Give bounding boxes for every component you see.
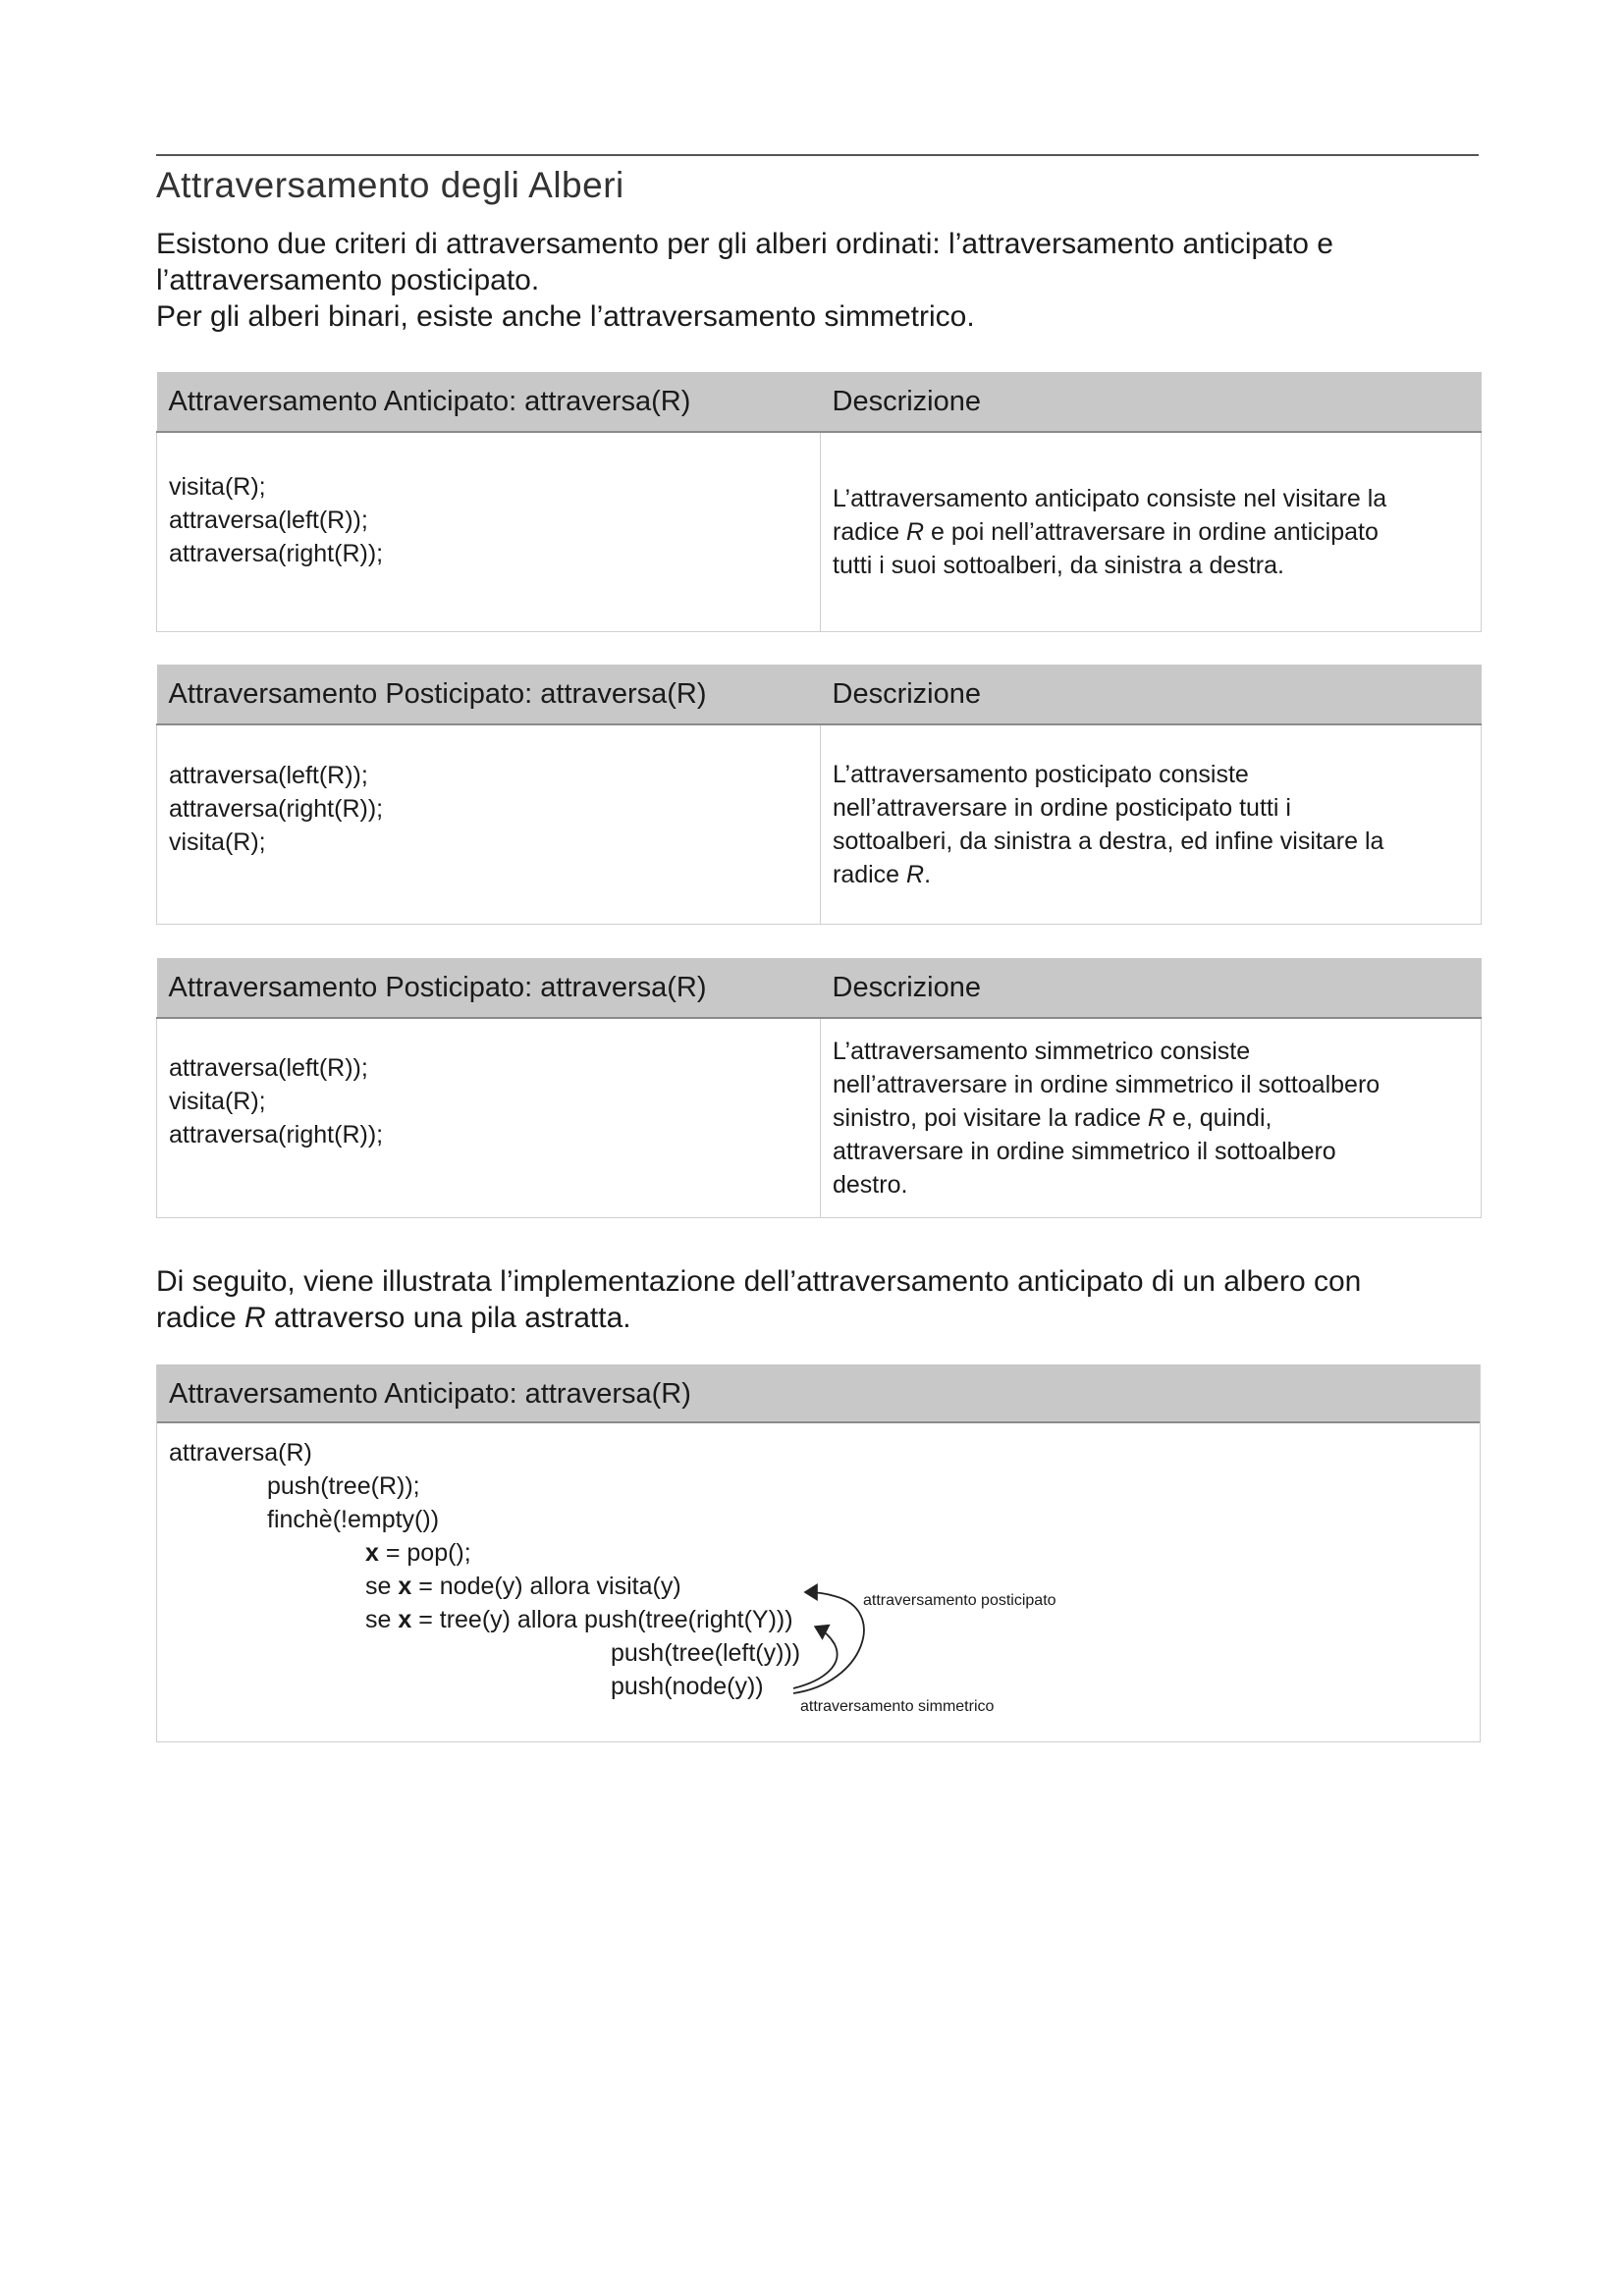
code-line: visita(R); [169, 1088, 266, 1115]
postorder-note: attraversamento posticipato [863, 1592, 1056, 1609]
inorder-arrow [793, 1628, 838, 1688]
top-divider [156, 154, 1479, 156]
intro-line: Per gli alberi binari, esiste anche l’attraversamento simmetrico. [156, 300, 975, 333]
description-line: destro. [833, 1170, 908, 1199]
document-page [156, 0, 1479, 2296]
algorithm-line: attraversa(R) [169, 1439, 312, 1467]
code-line: visita(R); [169, 828, 266, 856]
intro-line: Esistono due criteri di attraversamento per gli alberi ordinati: l’attraversamento anticipato e [156, 228, 1333, 260]
code-cell [157, 724, 821, 924]
algorithm-box [156, 1364, 1481, 1742]
stack-intro-paragraph [156, 1263, 1479, 1336]
description-line: nell’attraversare in ordine simmetrico il sottoalbero [833, 1070, 1380, 1098]
code-line: attraversa(left(R)); [169, 762, 368, 789]
description-line: nell’attraversare in ordine posticipato tutti i [833, 793, 1291, 822]
table-header-traversal: Attraversamento Posticipato: attraversa(R) [157, 958, 821, 1018]
page-title: Attraversamento degli Alberi [156, 165, 624, 205]
table-header-traversal: Attraversamento Anticipato: attraversa(R) [157, 372, 821, 432]
preorder-table [156, 372, 1482, 632]
description-line: tutti i suoi sottoalberi, da sinistra a destra. [833, 551, 1284, 579]
algorithm-line: push(node(y)) [611, 1673, 764, 1700]
inorder-note: attraversamento simmetrico [800, 1698, 995, 1715]
description-line: attraversare in ordine simmetrico il sottoalbero [833, 1137, 1336, 1165]
code-cell [157, 1018, 821, 1217]
postorder-table [156, 665, 1482, 925]
algorithm-header: Attraversamento Anticipato: attraversa(R) [157, 1364, 1480, 1423]
intro-line: l’attraversamento posticipato. [156, 264, 540, 296]
description-line: L’attraversamento simmetrico consiste [833, 1037, 1251, 1065]
code-line: attraversa(right(R)); [169, 795, 384, 823]
algorithm-line: se x = node(y) allora visita(y) [365, 1573, 681, 1600]
algorithm-line: push(tree(left(y))) [611, 1639, 801, 1667]
description-line: radice R. [833, 860, 932, 888]
description-line: L’attraversamento anticipato consiste nel visitare la [833, 484, 1387, 512]
code-line: attraversa(right(R)); [169, 1121, 384, 1148]
code-line: attraversa(right(R)); [169, 540, 384, 567]
paragraph-line: Di seguito, viene illustrata l’implementazione dell’attraversamento anticipato di un albero con [156, 1265, 1362, 1298]
intro-paragraph [156, 226, 1479, 335]
algorithm-line: push(tree(R)); [267, 1472, 420, 1500]
table-header-traversal: Attraversamento Posticipato: attraversa(R) [157, 665, 821, 724]
inorder-table [156, 958, 1482, 1218]
description-line: radice R e poi nell’attraversare in ordine anticipato [833, 517, 1379, 546]
code-cell [157, 432, 821, 631]
code-line: attraversa(left(R)); [169, 1054, 368, 1082]
table-header-description: Descrizione [821, 372, 1482, 432]
code-line: visita(R); [169, 473, 266, 501]
description-cell [821, 724, 1482, 924]
code-line: attraversa(left(R)); [169, 507, 368, 534]
algorithm-line: se x = tree(y) allora push(tree(right(Y))) [365, 1606, 793, 1633]
table-header-description: Descrizione [821, 665, 1482, 724]
postorder-arrow [793, 1592, 864, 1693]
table-header-description: Descrizione [821, 958, 1482, 1018]
traversal-arrows [157, 1364, 1480, 1741]
description-line: sinistro, poi visitare la radice R e, quindi, [833, 1103, 1272, 1132]
description-line: L’attraversamento posticipato consiste [833, 760, 1249, 788]
algorithm-line: finchè(!empty()) [267, 1506, 440, 1533]
paragraph-line: radice R attraverso una pila astratta. [156, 1302, 631, 1334]
description-line: sottoalberi, da sinistra a destra, ed infine visitare la [833, 827, 1384, 855]
description-cell [821, 432, 1482, 631]
description-cell [821, 1018, 1482, 1217]
algorithm-line: x = pop(); [365, 1539, 471, 1567]
